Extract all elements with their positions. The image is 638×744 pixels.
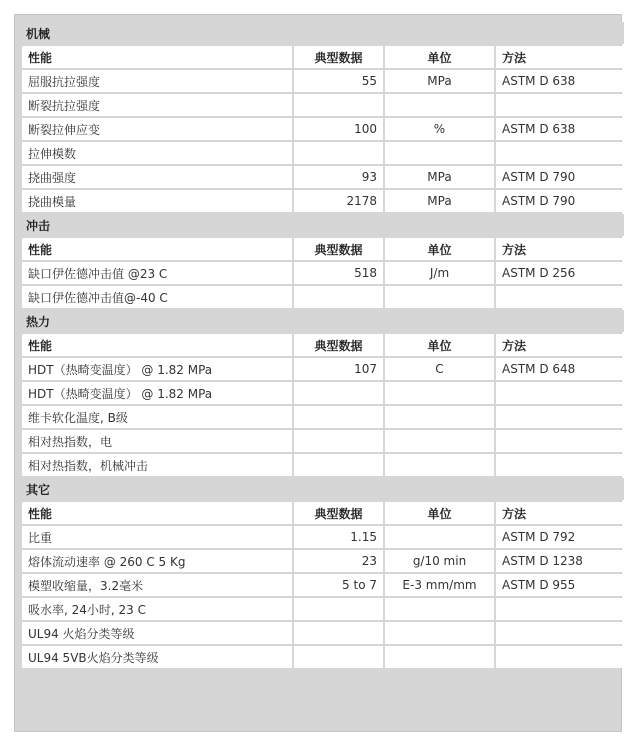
cell-unit: MPa [385, 166, 494, 188]
cell-unit [385, 142, 494, 164]
cell-property: 拉伸模数 [22, 142, 292, 164]
cell-property: 相对热指数，机械冲击 [22, 454, 292, 476]
cell-unit [385, 286, 494, 308]
cell-property: 维卡软化温度, B级 [22, 406, 292, 428]
cell-unit [385, 406, 494, 428]
cell-method: ASTM D 955 [496, 574, 624, 596]
column-header-unit: 单位 [385, 46, 494, 68]
column-header-property: 性能 [22, 46, 292, 68]
column-header-unit: 单位 [385, 334, 494, 356]
column-header-value: 典型数据 [294, 334, 383, 356]
cell-value: 5 to 7 [294, 574, 383, 596]
cell-value [294, 646, 383, 668]
table-row [22, 142, 624, 164]
column-header-value: 典型数据 [294, 502, 383, 524]
table-row [22, 190, 624, 212]
cell-unit: g/10 min [385, 550, 494, 572]
cell-value: 2178 [294, 190, 383, 212]
cell-method: ASTM D 638 [496, 70, 624, 92]
column-header-value: 典型数据 [294, 238, 383, 260]
column-header-property: 性能 [22, 502, 292, 524]
cell-property: 挠曲模量 [22, 190, 292, 212]
column-header-property: 性能 [22, 334, 292, 356]
table-row [22, 598, 624, 620]
cell-property: UL94 火焰分类等级 [22, 622, 292, 644]
cell-property: 熔体流动速率 @ 260 C 5 Kg [22, 550, 292, 572]
table-row [22, 382, 624, 404]
cell-value [294, 430, 383, 452]
cell-method [496, 406, 624, 428]
cell-method [496, 646, 624, 668]
cell-value [294, 382, 383, 404]
cell-unit: MPa [385, 70, 494, 92]
table-row [22, 454, 624, 476]
cell-property: UL94 5VB火焰分类等级 [22, 646, 292, 668]
cell-value [294, 622, 383, 644]
cell-method: ASTM D 1238 [496, 550, 624, 572]
cell-method: ASTM D 792 [496, 526, 624, 548]
column-header-unit: 单位 [385, 238, 494, 260]
column-header-method: 方法 [496, 502, 624, 524]
table-row [22, 70, 624, 92]
cell-unit: J/m [385, 262, 494, 284]
cell-value: 107 [294, 358, 383, 380]
cell-property: 断裂抗拉强度 [22, 94, 292, 116]
cell-value [294, 142, 383, 164]
section-title: 冲击 [22, 214, 624, 236]
table-row [22, 526, 624, 548]
cell-property: 相对热指数，电 [22, 430, 292, 452]
cell-method [496, 430, 624, 452]
cell-value [294, 406, 383, 428]
cell-property: 模塑收缩量，3.2毫米 [22, 574, 292, 596]
cell-unit: MPa [385, 190, 494, 212]
cell-unit [385, 526, 494, 548]
cell-property: 缺口伊佐德冲击值 @23 C [22, 262, 292, 284]
cell-method: ASTM D 790 [496, 190, 624, 212]
column-header-property: 性能 [22, 238, 292, 260]
section-title: 其它 [22, 478, 624, 500]
table-row [22, 574, 624, 596]
cell-property: 断裂拉伸应变 [22, 118, 292, 140]
cell-value [294, 286, 383, 308]
table-row [22, 358, 624, 380]
section-header [22, 310, 624, 332]
column-header-method: 方法 [496, 334, 624, 356]
cell-method [496, 622, 624, 644]
cell-unit [385, 646, 494, 668]
column-header-row [22, 46, 624, 68]
table-row [22, 118, 624, 140]
cell-method [496, 598, 624, 620]
cell-value: 93 [294, 166, 383, 188]
cell-value [294, 454, 383, 476]
cell-value: 55 [294, 70, 383, 92]
cell-unit [385, 430, 494, 452]
cell-property: 吸水率, 24小时, 23 C [22, 598, 292, 620]
cell-unit [385, 598, 494, 620]
cell-unit [385, 382, 494, 404]
table-row [22, 262, 624, 284]
section-title: 热力 [22, 310, 624, 332]
cell-unit: E-3 mm/mm [385, 574, 494, 596]
cell-method: ASTM D 256 [496, 262, 624, 284]
column-header-method: 方法 [496, 46, 624, 68]
section-title: 机械 [22, 22, 624, 44]
column-header-row [22, 502, 624, 524]
properties-panel [14, 14, 622, 732]
cell-value: 518 [294, 262, 383, 284]
cell-property: 屈服抗拉强度 [22, 70, 292, 92]
cell-unit: % [385, 118, 494, 140]
cell-property: HDT（热畸变温度） @ 1.82 MPa [22, 358, 292, 380]
table-row [22, 622, 624, 644]
cell-unit [385, 622, 494, 644]
column-header-row [22, 238, 624, 260]
table-row [22, 166, 624, 188]
cell-value: 1.15 [294, 526, 383, 548]
cell-unit [385, 94, 494, 116]
table-row [22, 430, 624, 452]
column-header-value: 典型数据 [294, 46, 383, 68]
cell-method [496, 286, 624, 308]
cell-method [496, 382, 624, 404]
cell-method: ASTM D 790 [496, 166, 624, 188]
table-row [22, 94, 624, 116]
properties-table-body [22, 22, 624, 668]
cell-method [496, 142, 624, 164]
column-header-method: 方法 [496, 238, 624, 260]
table-row [22, 406, 624, 428]
cell-value: 23 [294, 550, 383, 572]
table-row [22, 646, 624, 668]
cell-method [496, 94, 624, 116]
cell-value [294, 94, 383, 116]
table-row [22, 550, 624, 572]
cell-method: ASTM D 648 [496, 358, 624, 380]
section-header [22, 22, 624, 44]
cell-unit [385, 454, 494, 476]
cell-property: 挠曲强度 [22, 166, 292, 188]
cell-method: ASTM D 638 [496, 118, 624, 140]
column-header-unit: 单位 [385, 502, 494, 524]
cell-unit: C [385, 358, 494, 380]
cell-method [496, 454, 624, 476]
cell-property: HDT（热畸变温度） @ 1.82 MPa [22, 382, 292, 404]
section-header [22, 478, 624, 500]
cell-value [294, 598, 383, 620]
cell-property: 比重 [22, 526, 292, 548]
table-row [22, 286, 624, 308]
column-header-row [22, 334, 624, 356]
properties-table [20, 20, 626, 670]
cell-property: 缺口伊佐德冲击值@-40 C [22, 286, 292, 308]
cell-value: 100 [294, 118, 383, 140]
section-header [22, 214, 624, 236]
